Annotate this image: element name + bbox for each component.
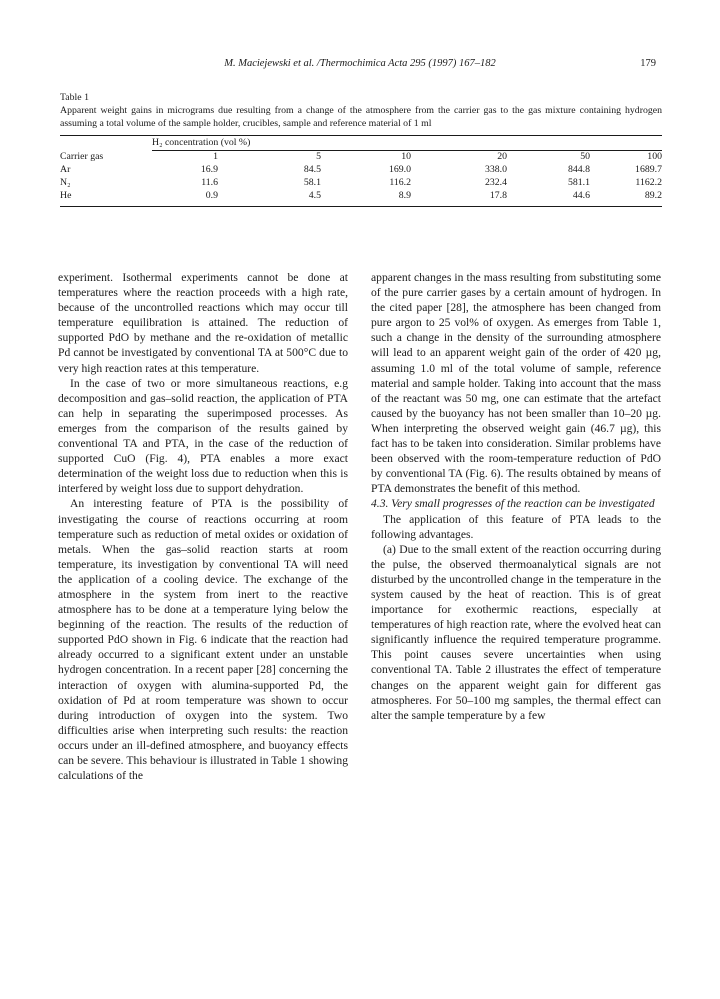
- table-bottom-rule: [60, 206, 662, 207]
- table-cell: 58.1: [303, 176, 321, 188]
- table-cell: 16.9: [200, 164, 218, 176]
- paragraph: In the case of two or more simultaneous reactions, e.g decomposition and gas–solid reaction, the application of PTA can help in separating the superimposed processes. As emerges from the comparison of the results gained by conventional TA and PTA, in the case of the reduction of supported CuO (Fig. 4), PTA enables a more exact determination of the weight loss due to reduction when this is interfered by weight loss due to support dehydration.: [58, 376, 348, 496]
- concentration-header-row: [60, 136, 662, 150]
- table-cell: 4.5: [308, 189, 321, 201]
- column-header: 1: [213, 151, 218, 163]
- column-header: 100: [647, 151, 662, 163]
- table-cell: 844.8: [567, 164, 590, 176]
- data-table: [60, 151, 662, 202]
- table-cell: 581.1: [567, 176, 590, 188]
- table-cell: 11.6: [201, 176, 218, 188]
- table-cell: Ar: [60, 164, 71, 176]
- table-caption: Apparent weight gains in micrograms due resulting from a change of the atmosphere from the carrier gas to the gas mixture containing hydrogen assuming a total volume of the sample holder, crucibles, sample and reference material of 1 ml: [60, 104, 662, 129]
- concentration-header: H₂ concentration (vol %): [152, 137, 251, 149]
- table-cell: 44.6: [572, 189, 590, 201]
- table-cell: 232.4: [484, 176, 507, 188]
- paragraph: The application of this feature of PTA leads to the following advantages.: [371, 512, 661, 541]
- right-column: [371, 270, 661, 723]
- table-cell: N₂: [60, 176, 71, 188]
- running-header: [60, 58, 660, 74]
- paragraph: (a) Due to the small extent of the reaction occurring during the pulse, the observed thermoanalytical signals are not disturbed by the uncontrolled change in the temperature in the system caused by the heat of reaction. This is of great importance for exothermic reactions, especially at temperatures of high reaction rate, where the evolved heat can significantly influence the required temperature programme. This point causes severe uncertainties when using conventional TA. Table 2 illustrates the effect of temperature changes on the apparent weight gain for different gas atmospheres. For 50–100 mg samples, the thermal effect can alter the sample temperature by a few: [371, 542, 661, 722]
- table-row: [60, 177, 662, 190]
- table-cell: 89.2: [644, 189, 662, 201]
- table-cell: 338.0: [484, 164, 507, 176]
- column-header: 50: [580, 151, 590, 163]
- table-cell: 1162.2: [635, 176, 662, 188]
- table-cell: 84.5: [303, 164, 321, 176]
- paragraph: An interesting feature of PTA is the possibility of investigating the course of reactions occurring at room temperature such as reduction of metal oxides or oxidation of metals. When the gas–solid reaction starts at room temperature, its investigation by conventional TA will need the application of a cooling device. The exchange of the atmosphere in the system from inert to the reactive atmosphere has to be done at a temperature lying below the beginning of the reaction. The results of the reduction of supported PdO shown in Fig. 6 indicate that the reaction had already occurred to a significant extent under an unstable hydrogen concentration. In a recent paper [28] concerning the interaction of oxygen with alumina-supported Pd, the oxidation of Pd at room temperature was shown to occur during introduction of oxygen into the system. Two difficulties arise when interpreting such results: the reaction occurs under an ill-defined atmosphere, and buoyancy effects can be severe. This behaviour is illustrated in Table 1 showing calculations of the: [58, 497, 348, 783]
- column-header: 20: [497, 151, 507, 163]
- table-cell: 116.2: [389, 176, 411, 188]
- paragraph: experiment. Isothermal experiments cannot be done at temperatures where the reaction proceeds with a high rate, because of the uncontrolled reactions which may occur till temperature equilibration is attained. The reduction of supported PdO by methane and the re-oxidation of metallic Pd cannot be investigated by conventional TA at 500°C due to very high reaction rates at this temperature.: [58, 271, 348, 375]
- table-1: [60, 92, 662, 207]
- column-header: Carrier gas: [60, 151, 104, 163]
- table-header-row: [60, 151, 662, 164]
- table-cell: 17.8: [489, 189, 507, 201]
- paragraph: apparent changes in the mass resulting from substituting some of the pure carrier gases by a certain amount of hydrogen. In the cited paper [28], the atmosphere has been changed from pure argon to 25 vol% of oxygen. As emerges from Table 1, such a change in the density of the surrounding atmosphere will lead to an apparent weight gain of the order of 420 µg, assuming 1.0 ml of the total volume of sample, reference material and sample holder. Taking into account that the mass of the reactant was 50 mg, one can estimate that the artefact caused by the buoyancy has not been smaller than 10–20 µg. When interpreting the observed weight gain (46.7 µg), this fact has to be taken into consideration. Similar problems have been observed with the room-temperature reduction of PdO by conventional TA (Fig. 6). The results obtained by means of PTA demonstrates the benefit of this method.: [371, 271, 661, 496]
- table-cell: 1689.7: [635, 164, 662, 176]
- column-header: 10: [401, 151, 411, 163]
- table-cell: 0.9: [205, 189, 218, 201]
- table-row: [60, 190, 662, 203]
- page-number: 179: [640, 58, 656, 69]
- column-header: 5: [316, 151, 321, 163]
- journal-citation: M. Maciejewski et al. /Thermochimica Acta 295 (1997) 167–182: [224, 58, 496, 69]
- section-heading: 4.3. Very small progresses of the reaction can be investigated: [371, 497, 655, 511]
- table-row: [60, 164, 662, 177]
- left-column: [58, 270, 348, 783]
- table-label: Table 1: [60, 92, 89, 103]
- table-cell: 8.9: [398, 189, 411, 201]
- table-cell: He: [60, 189, 72, 201]
- table-cell: 169.0: [388, 164, 411, 176]
